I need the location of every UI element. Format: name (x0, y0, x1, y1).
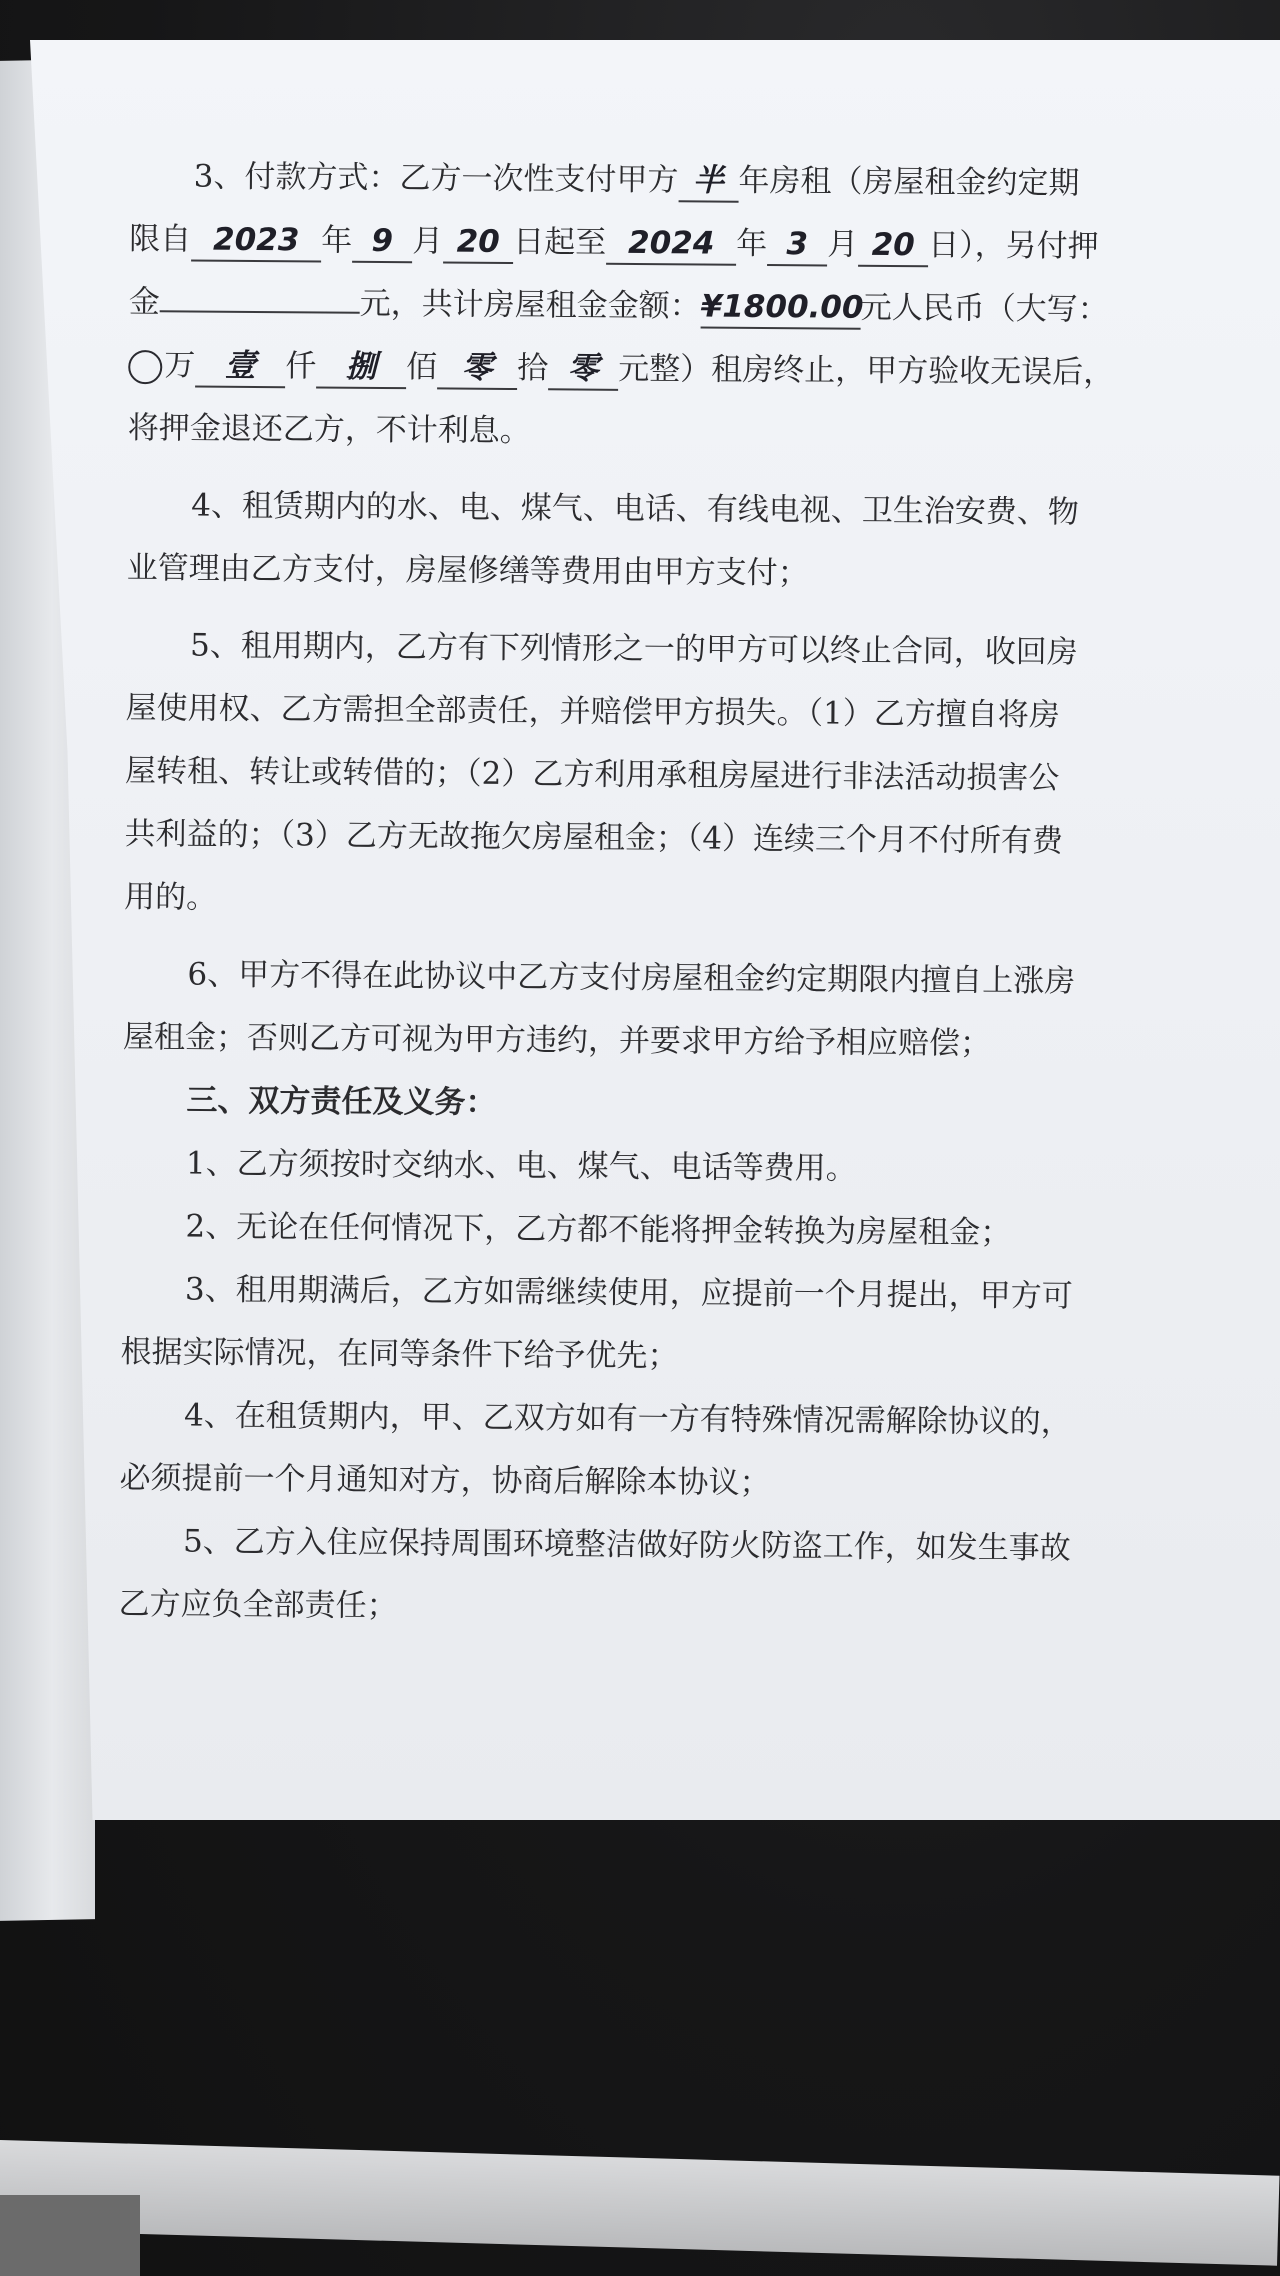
text: 日），另付押 (928, 227, 1099, 265)
handwritten-yuan: 零 (548, 348, 618, 391)
text: 根据实际情况，在同等条件下给予优先； (120, 1333, 679, 1375)
text: 5、乙方入住应保持周围环境整洁做好防火防盗工作，如发生事故 (182, 1523, 1071, 1567)
floor-corner (0, 2195, 140, 2276)
text: 3、租用期满后，乙方如需继续使用，应提前一个月提出，甲方可 (184, 1271, 1073, 1315)
duty4-line2 (119, 1447, 1169, 1518)
handwritten-amount: ¥1800.00 (701, 286, 861, 329)
item6-line2 (123, 1006, 1173, 1077)
duty3-line2 (120, 1321, 1170, 1392)
text: 年 (321, 222, 353, 259)
text: 共利益的；（3）乙方无故拖欠房屋租金；（4）连续三个月不付所有费 (124, 815, 1064, 860)
text: 限自 (129, 220, 192, 258)
handwritten-end-day: 20 (858, 225, 928, 268)
item5-line2 (125, 677, 1175, 748)
handwritten-period: 半 (678, 160, 738, 202)
handwritten-start-day: 20 (443, 221, 513, 264)
item3-line4 (128, 334, 1178, 405)
text: 将押金退还乙方，不计利息。 (127, 409, 531, 450)
duty5-line2 (118, 1573, 1168, 1644)
item5-line1 (126, 614, 1176, 685)
text: 元，共计房屋租金金额： (359, 285, 701, 325)
text: 万 (164, 347, 196, 384)
item3-line3 (129, 271, 1179, 342)
text: 月 (412, 223, 444, 260)
deposit-blank (160, 272, 360, 314)
duty5-line1 (119, 1510, 1169, 1581)
text: 元人民币（大写： (860, 289, 1109, 328)
text: 2、无论在任何情况下，乙方都不能将押金转换为房屋租金； (185, 1208, 1012, 1251)
text: 乙方应负全部责任； (118, 1585, 398, 1625)
section3-title (122, 1069, 1172, 1140)
text: 业管理由乙方支付，房屋修缮等费用由甲方支付； (126, 549, 809, 592)
text: 年房租（房屋租金约定期 (738, 162, 1080, 202)
text: 必须提前一个月通知对方，协商后解除本协议； (119, 1459, 771, 1502)
duty2-line1 (121, 1195, 1171, 1266)
handwritten-end-month: 3 (767, 224, 827, 266)
duty3-line1 (121, 1258, 1171, 1329)
item5-line4 (124, 803, 1174, 874)
text: 屋使用权、乙方需担全部责任，并赔偿甲方损失。（1）乙方擅自将房 (125, 689, 1060, 734)
text: 元整）租房终止，甲方验收无误后， (618, 350, 1115, 391)
text: 4、在租赁期内，甲、乙双方如有一方有特殊情况需解除协议的， (183, 1397, 1072, 1441)
text: 月 (827, 226, 859, 263)
text: 日起至 (513, 224, 607, 261)
item5-line3 (125, 740, 1175, 811)
handwritten-start-year: 2023 (191, 219, 321, 262)
text: 年 (736, 225, 768, 263)
text: 5、租用期内，乙方有下列情形之一的甲方可以终止合同，收回房 (189, 627, 1078, 671)
item5-line5 (124, 866, 1174, 937)
text: 屋租金；否则乙方可视为甲方违约，并要求甲方给予相应赔偿； (122, 1018, 992, 1062)
text: 4、租赁期内的水、电、煤气、电话、有线电视、卫生治安费、物 (191, 487, 1080, 531)
text: 3、付款方式：乙方一次性支付甲方 (193, 158, 679, 199)
handwritten-bai: 捌 (316, 346, 406, 389)
contract-text (118, 145, 1180, 1644)
duty1-line1 (122, 1132, 1172, 1203)
text: 屋转租、转让或转借的；（2）乙方利用承租房屋进行非法活动损害公 (124, 752, 1060, 797)
handwritten-start-month: 9 (352, 221, 412, 263)
item3-line1 (130, 145, 1180, 216)
text: 佰 (406, 349, 438, 386)
text: 金 (128, 283, 160, 321)
duty4-line1 (120, 1384, 1170, 1455)
text: 三、双方责任及义务： (186, 1082, 497, 1121)
text: 拾 (517, 350, 549, 387)
item6-line1 (123, 943, 1173, 1014)
circled-mark (128, 349, 162, 383)
handwritten-qian: 壹 (195, 346, 285, 389)
handwritten-end-year: 2024 (606, 223, 736, 266)
text: 仟 (285, 348, 317, 385)
text: 用的。 (123, 878, 218, 916)
text: 6、甲方不得在此协议中乙方支付房屋租金约定期限内擅自上涨房 (187, 956, 1076, 1000)
item3-line2 (129, 208, 1179, 279)
item3-line5 (128, 397, 1178, 468)
item4-line1 (127, 474, 1177, 545)
handwritten-shi: 零 (437, 347, 517, 390)
item4-line2 (126, 537, 1176, 608)
text: 1、乙方须按时交纳水、电、煤气、电话等费用。 (185, 1145, 857, 1187)
